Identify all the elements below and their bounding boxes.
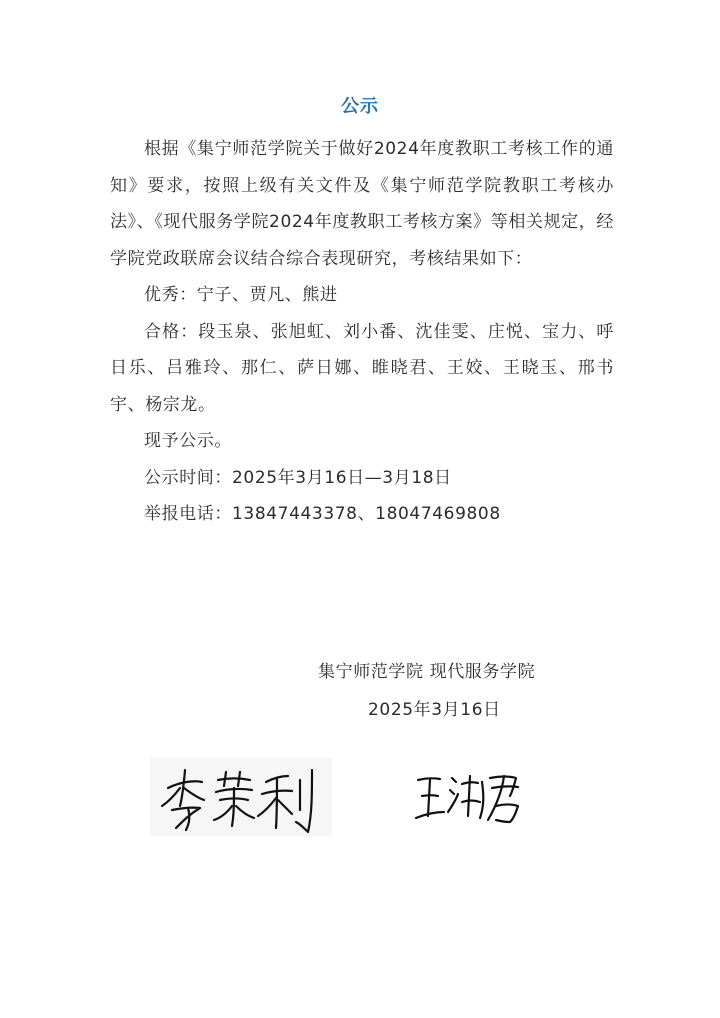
handwritten-signature-right (410, 766, 525, 830)
handwritten-signature-left (150, 758, 332, 836)
paragraph-excellent: 优秀：宁子、贾凡、熊进 (144, 285, 338, 305)
signature-organization: 集宁师范学院 现代服务学院 (318, 662, 536, 682)
signature-date: 2025年3月16日 (368, 700, 501, 720)
document-body (110, 131, 614, 533)
signature-stroke-image (410, 766, 525, 830)
document-title: 公示 (341, 96, 379, 117)
paragraph-announce: 现予公示。 (144, 431, 232, 451)
paragraph-intro: 根据《集宁师范学院关于做好2024年度教职工考核工作的通知》要求，按照上级有关文件及《集宁师范学院教职工考核办法》、《现代服务学院2024年度教职工考核方案》等相关规定，经学院党政联席会议结合综合表现研究，考核结果如下： (110, 139, 614, 269)
signature-stroke-image (150, 758, 332, 836)
paragraph-qualified: 合格：段玉泉、张旭虹、刘小番、沈佳雯、庄悦、宝力、呼日乐、吕雅玲、那仁、萨日娜、睢晓君、王姣、王晓玉、邢书宇、杨宗龙。 (110, 321, 614, 415)
paragraph-phone: 举报电话：13847443378、18047469808 (144, 504, 501, 524)
paragraph-period: 公示时间：2025年3月16日—3月18日 (144, 467, 452, 488)
